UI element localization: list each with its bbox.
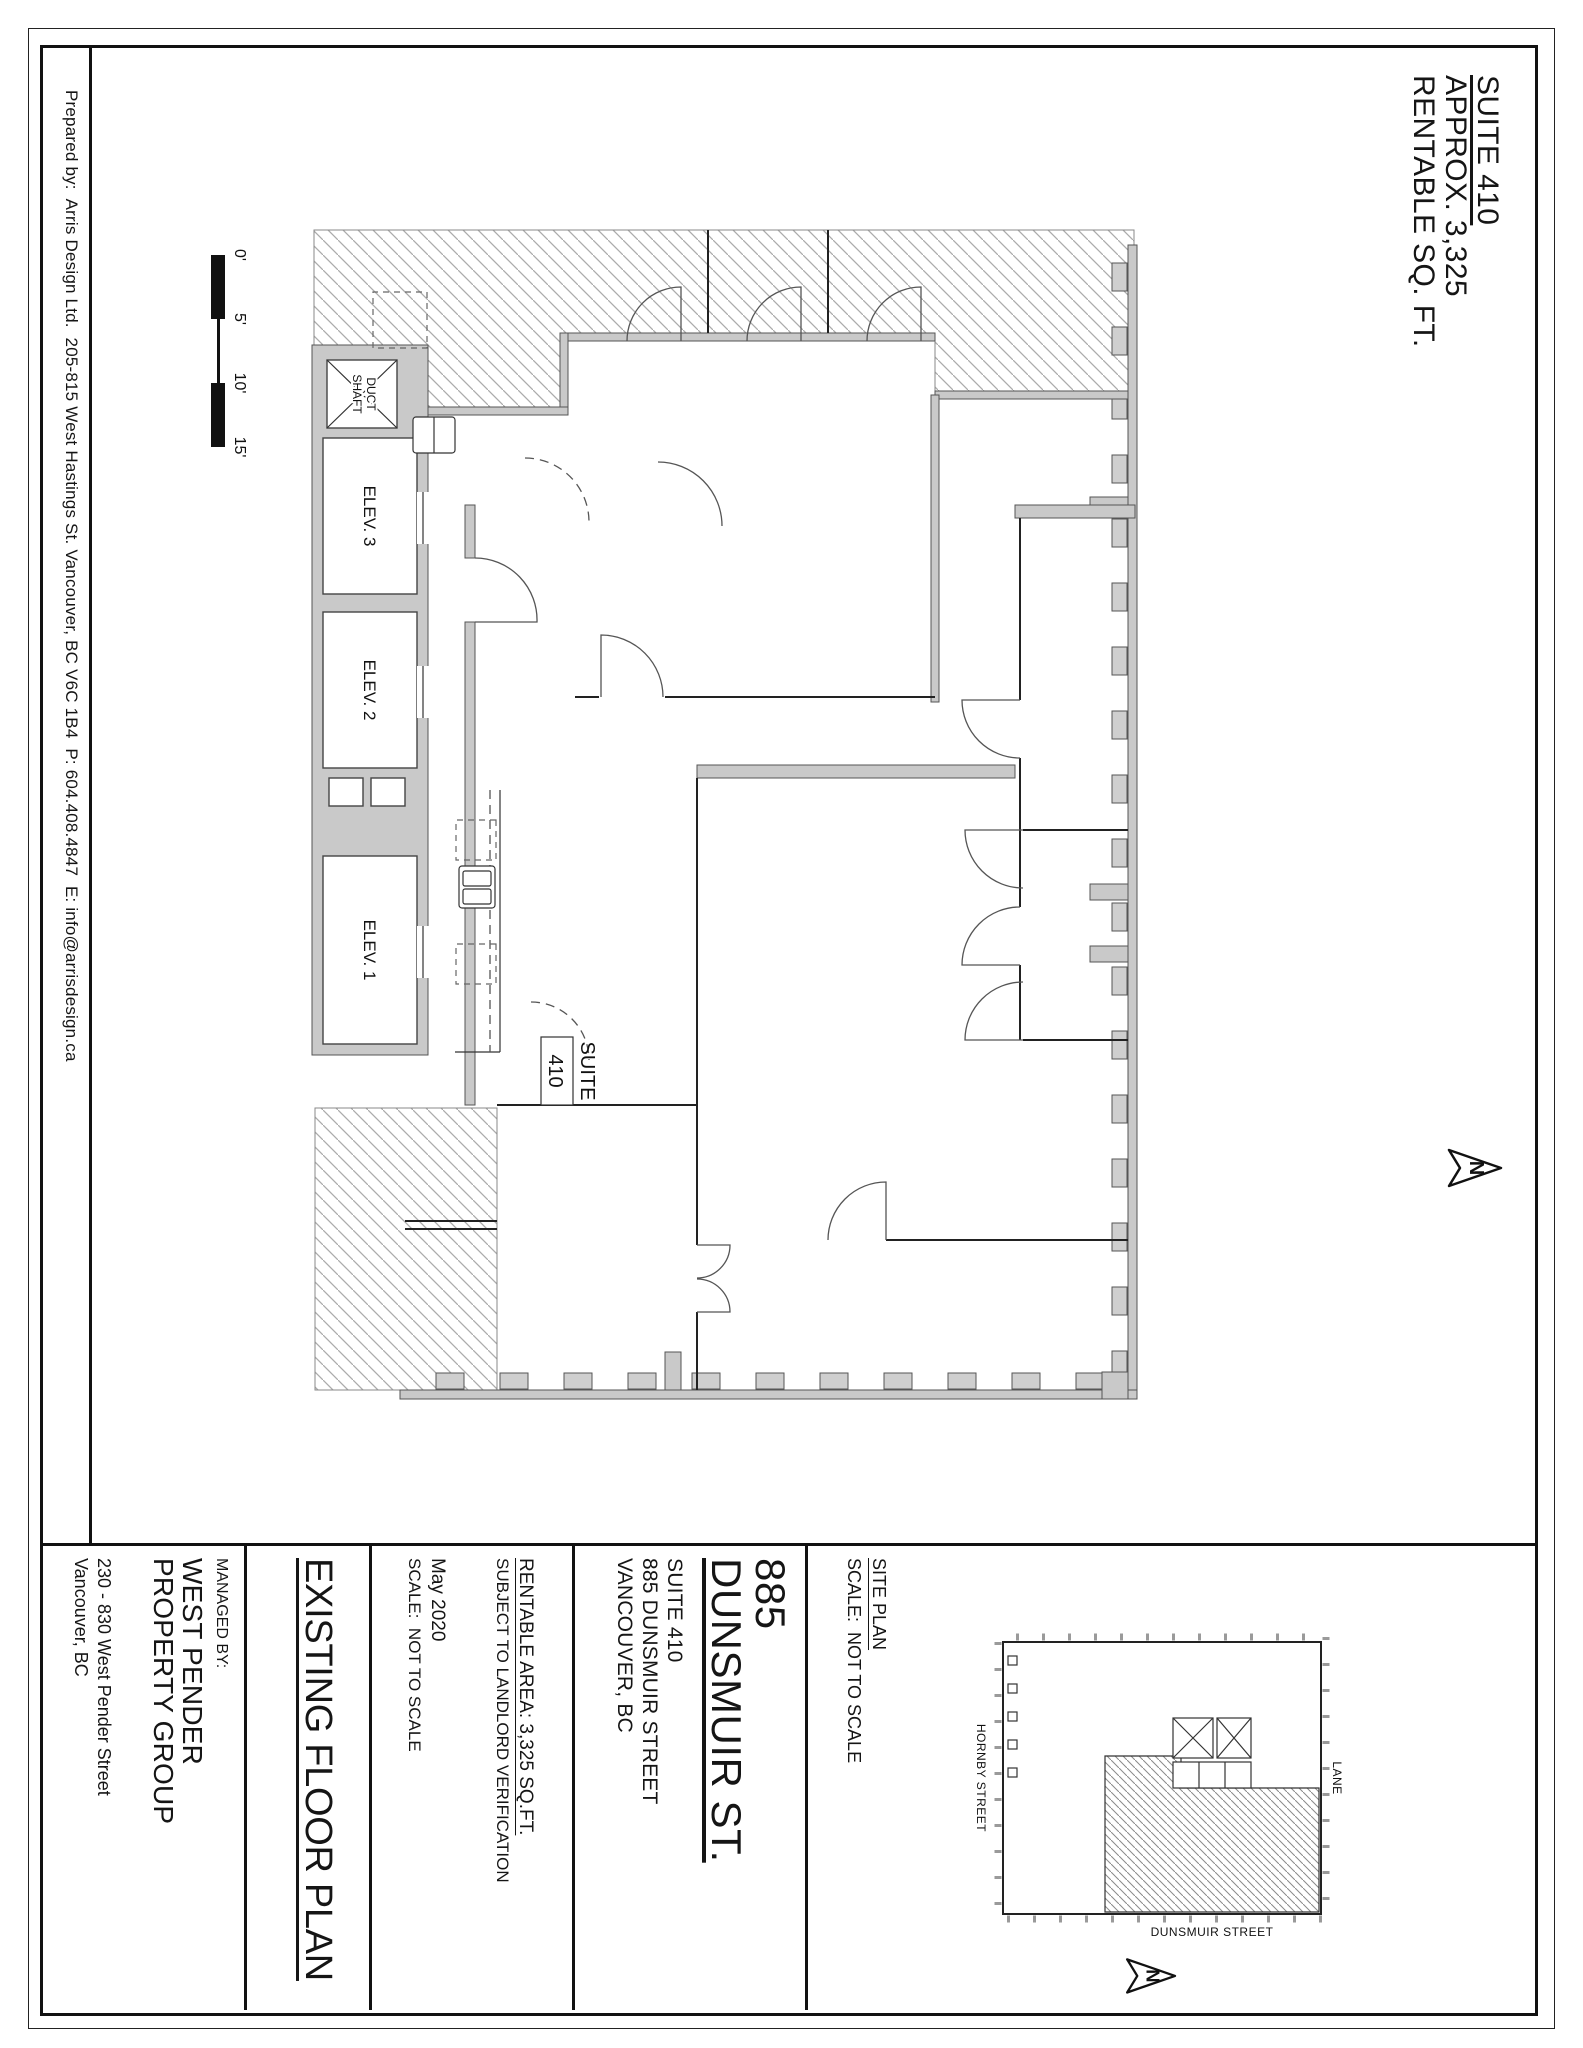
door-swing xyxy=(601,635,663,697)
site-map-dunsmuir-label: DUNSMUIR STREET xyxy=(1150,1925,1274,1939)
drawing-title: EXISTING FLOOR PLAN xyxy=(297,1558,339,1981)
sheet-title-line2: APPROX. 3,325 xyxy=(1439,75,1472,297)
door-swing xyxy=(965,982,1023,1040)
duct-shaft-label: DUCT xyxy=(364,377,378,411)
suite-label-word: SUITE xyxy=(576,1041,598,1101)
site-map-column xyxy=(1008,1656,1017,1665)
sink-bowl xyxy=(463,871,491,886)
door-swing xyxy=(962,907,1020,965)
site-map-column xyxy=(1008,1768,1017,1777)
double-door-swing xyxy=(697,1245,730,1278)
door-swing xyxy=(475,558,537,622)
sheet-title-line3: RENTABLE SQ. FT. xyxy=(1407,75,1440,348)
managed-by-address1: 230 - 830 West Pender Street xyxy=(94,1558,114,1796)
sink-bowl xyxy=(463,889,491,904)
column xyxy=(1090,884,1128,900)
area-cell xyxy=(403,1558,537,2004)
window-wall-right xyxy=(400,1390,1137,1399)
corner-column xyxy=(1102,1372,1128,1399)
scale-bar-segment xyxy=(217,319,220,383)
scale-tick-15: 15' xyxy=(231,436,248,458)
project-cell xyxy=(613,1558,792,2004)
service-cell xyxy=(329,778,363,806)
north-arrow-letter: N xyxy=(1465,1160,1487,1176)
wall xyxy=(1015,505,1135,518)
site-plan-map xyxy=(974,1637,1344,1939)
lobby-wall xyxy=(465,622,475,1105)
elevator-3-label: ELEV. 3 xyxy=(360,485,379,547)
wall xyxy=(560,333,568,415)
wall xyxy=(931,395,939,702)
north-arrow-letter: N xyxy=(1142,1969,1164,1983)
mullions-top xyxy=(1110,245,1128,1398)
demising-wall xyxy=(935,391,1128,399)
area-note: SUBJECT TO LANDLORD VERIFICATION xyxy=(493,1558,512,1883)
rentable-area: RENTABLE AREA: 3,325 SQ.FT. xyxy=(515,1558,536,1836)
drawing-scale: SCALE: NOT TO SCALE xyxy=(405,1558,424,1752)
door-swing xyxy=(658,462,722,526)
project-street: DUNSMUIR ST. xyxy=(703,1558,750,1863)
managed-by-label: MANAGED BY: xyxy=(213,1558,230,1669)
site-map-column xyxy=(1008,1740,1017,1749)
managed-by-cell xyxy=(69,1558,231,2004)
column xyxy=(1090,946,1128,962)
window-wall-top xyxy=(1128,245,1137,1399)
project-address2: VANCOUVER, BC xyxy=(613,1558,636,1733)
counter-edge xyxy=(455,790,500,1052)
elevator-door xyxy=(417,666,431,718)
elevator-door xyxy=(417,492,431,544)
service-cell xyxy=(371,778,405,806)
door-swing xyxy=(965,830,1023,888)
site-plan-title: SITE PLAN xyxy=(869,1558,889,1651)
column xyxy=(665,1352,681,1390)
scale-bar-segment xyxy=(211,255,225,319)
elevator-2-label: ELEV. 2 xyxy=(360,659,379,721)
site-map-elevators xyxy=(1173,1762,1251,1788)
managed-by-name1: WEST PENDER xyxy=(177,1558,208,1766)
site-map-lane-label: LANE xyxy=(1330,1761,1344,1795)
scale-tick-0: 0' xyxy=(231,249,248,261)
sheet-title xyxy=(1407,75,1503,348)
project-number: 885 xyxy=(747,1558,794,1630)
project-address1: 885 DUNSMUIR STREET xyxy=(638,1558,661,1805)
door-swing xyxy=(828,1182,886,1240)
lobby-wall xyxy=(465,505,475,558)
drawing-date: May 2020 xyxy=(427,1558,448,1642)
sheet-title-line1: SUITE 410 xyxy=(1471,75,1504,226)
door-swing xyxy=(962,700,1020,758)
scale-tick-10: 10' xyxy=(231,372,248,394)
north-arrow xyxy=(1449,1150,1501,1186)
elevator-1-label: ELEV. 1 xyxy=(360,919,379,981)
hatched-area-shaft xyxy=(315,1108,497,1390)
managed-by-name2: PROPERTY GROUP xyxy=(148,1558,179,1825)
elevator-door xyxy=(417,926,431,978)
site-map-hornby-label: HORNBY STREET xyxy=(974,1723,988,1833)
duct-shaft-label: SHAFT xyxy=(350,374,364,414)
site-north-arrow xyxy=(1127,1959,1175,1992)
hatched-area-neighbour xyxy=(314,230,1134,415)
site-map-column xyxy=(1008,1712,1017,1721)
site-plan-cell-label xyxy=(841,1558,891,2004)
site-plan-scale: SCALE: NOT TO SCALE xyxy=(844,1558,864,1764)
wall xyxy=(697,765,1015,778)
mullions-right xyxy=(406,1372,1122,1390)
prepared-by-note: Prepared by: Arris Design Ltd. 205-815 West Hastings St. Vancouver, BC V6C 1B4 P: 604.408.4847 E: info@arrisdesign.ca xyxy=(62,90,81,1062)
suite-label-number: 410 xyxy=(544,1054,566,1088)
project-suite: SUITE 410 xyxy=(663,1558,686,1663)
drawing-title-cell xyxy=(296,1558,339,2004)
scale-tick-5: 5' xyxy=(231,313,248,325)
scale-bar-segment xyxy=(211,383,225,447)
double-door-swing xyxy=(697,1279,730,1312)
managed-by-address2: Vancouver, BC xyxy=(71,1558,91,1677)
door-swing-dashed xyxy=(525,458,589,522)
site-map-column xyxy=(1008,1684,1017,1693)
